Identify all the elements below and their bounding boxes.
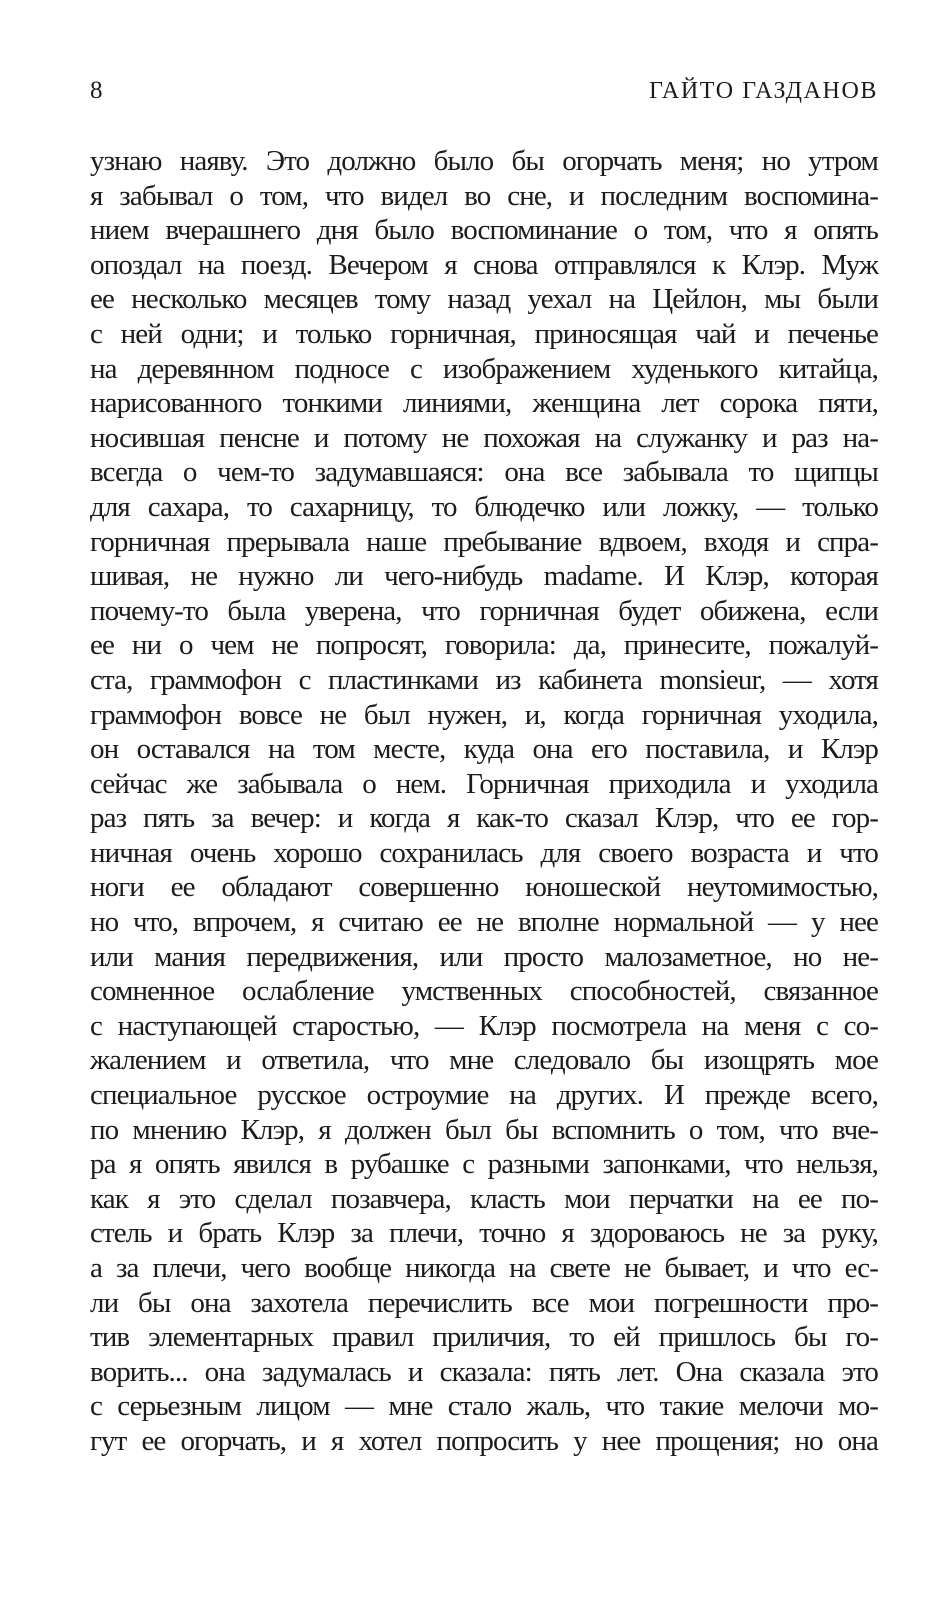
text-line: шивая, не нужно ли чего-нибудь madame. И Клэр, которая bbox=[90, 560, 878, 593]
text-line: тив элементарных правил приличия, то ей пришлось бы го- bbox=[90, 1321, 878, 1354]
text-line: или мания передвижения, или просто малозаметное, но не- bbox=[90, 940, 878, 973]
text-line: ста, граммофон с пластинками из кабинета monsieur, — хотя bbox=[90, 663, 878, 696]
text-line: граммофон вовсе не был нужен, и, когда горничная уходила, bbox=[90, 698, 878, 731]
text-line: ворить... она задумалась и сказала: пять лет. Она сказала это bbox=[90, 1355, 878, 1388]
running-title-author: ГАЙТО ГАЗДАНОВ bbox=[649, 78, 878, 104]
text-line: жалением и ответила, что мне следовало бы изощрять мое bbox=[90, 1044, 878, 1077]
text-line: опоздал на поезд. Вечером я снова отправлялся к Клэр. Муж bbox=[90, 248, 878, 281]
text-line: сомненное ослабление умственных способностей, связанное bbox=[90, 975, 878, 1008]
text-line: для сахара, то сахарницу, то блюдечко или ложку, — только bbox=[90, 490, 878, 523]
text-line: стель и брать Клэр за плечи, точно я здороваюсь не за руку, bbox=[90, 1217, 878, 1250]
text-line: узнаю наяву. Это должно было бы огорчать меня; но утром bbox=[90, 145, 878, 177]
text-line: ничная очень хорошо сохранилась для своего возраста и что bbox=[90, 836, 878, 869]
text-line: ноги ее обладают совершенно юношеской неутомимостью, bbox=[90, 871, 878, 904]
text-line: с наступающей старостью, — Клэр посмотрела на меня с со- bbox=[90, 1009, 878, 1042]
text-line: специальное русское остроумие на других. И прежде всего, bbox=[90, 1079, 878, 1112]
text-line: почему-то была уверена, что горничная будет обижена, если bbox=[90, 594, 878, 627]
text-line: горничная прерывала наше пребывание вдвоем, входя и спра- bbox=[90, 525, 878, 558]
text-line: раз пять за вечер: и когда я как-то сказал Клэр, что ее гор- bbox=[90, 802, 878, 835]
text-line: носившая пенсне и потому не похожая на служанку и раз на- bbox=[90, 421, 878, 454]
text-line: ра я опять явился в рубашке с разными запонками, что нельзя, bbox=[90, 1148, 878, 1181]
text-line: я забывал о том, что видел во сне, и последним воспомина- bbox=[90, 179, 878, 212]
text-line: как я это сделал позавчера, класть мои перчатки на ее по- bbox=[90, 1182, 878, 1215]
text-line: сейчас же забывала о нем. Горничная приходила и уходила bbox=[90, 767, 878, 800]
text-line: а за плечи, чего вообще никогда на свете не бывает, и что ес- bbox=[90, 1252, 878, 1284]
text-line: но что, впрочем, я считаю ее не вполне нормальной — у нее bbox=[90, 906, 878, 939]
text-line: он оставался на том месте, куда она его поставила, и Клэр bbox=[90, 733, 878, 766]
text-line: нарисованного тонкими линиями, женщина лет сорока пяти, bbox=[90, 387, 878, 420]
text-line: гут ее огорчать, и я хотел попросить у нее прощения; но она bbox=[90, 1424, 878, 1457]
text-line: с серьезным лицом — мне стало жаль, что такие мелочи мо- bbox=[90, 1390, 878, 1423]
running-head bbox=[90, 76, 878, 106]
text-line: ее несколько месяцев тому назад уехал на Цейлон, мы были bbox=[90, 283, 878, 316]
text-line: по мнению Клэр, я должен был бы вспомнить о том, что вче- bbox=[90, 1113, 878, 1146]
text-line: ее ни о чем не попросят, говорила: да, принесите, пожалуй- bbox=[90, 629, 878, 662]
page-number: 8 bbox=[90, 77, 103, 104]
text-line: ли бы она захотела перечислить все мои погрешности про- bbox=[90, 1286, 878, 1319]
body-text bbox=[90, 144, 878, 1459]
text-line: нием вчерашнего дня было воспоминание о том, что я опять bbox=[90, 214, 878, 247]
text-line: на деревянном подносе с изображением худенького китайца, bbox=[90, 352, 878, 385]
text-line: с ней одни; и только горничная, приносящая чай и печенье bbox=[90, 317, 878, 350]
text-line: всегда о чем-то задумавшаяся: она все забывала то щипцы bbox=[90, 456, 878, 489]
